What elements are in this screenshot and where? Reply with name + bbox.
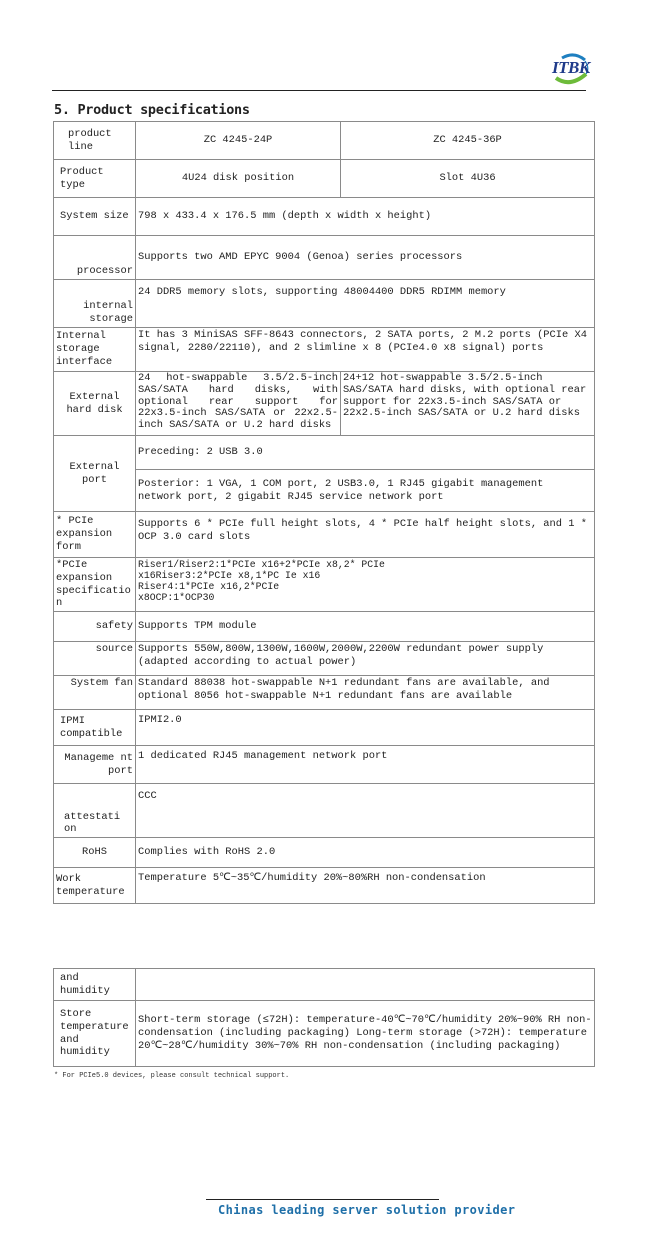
section-title: 5. Product specifications [54,102,250,118]
cell-value: Standard 88038 hot-swappable N+1 redundant fans are available, and optional 8056 hot-swappable N+1 redundant fans are available [136,676,595,710]
cell-value: It has 3 MiniSAS SFF-8643 connectors, 2 SATA ports, 2 M.2 ports (PCIe X4 signal, 2280/22110), and 2 slimline x 8 (PCIe4.0 x8 signal) ports [136,328,595,372]
cell-value: Preceding: 2 USB 3.0 [136,436,595,470]
table-row [54,868,595,904]
cell-value: 24 hot-swappable 3.5/2.5-inch SAS/SATA hard disks, with optional rear support for 22x3.5-inch SAS/SATA or 22x2.5-inch SAS/SATA or U.2 hard disks [136,372,341,436]
cell-value: 24+12 hot-swappable 3.5/2.5-inch SAS/SATA hard disks, with optional rear support for 22x3.5-inch SAS/SATA or 22x2.5-inch SAS/SATA or U.2 hard disks [341,372,595,436]
table-row [54,676,595,710]
row-label: safety [54,612,136,642]
pcie-spec-line: Riser1/Riser2:1*PCIe x16+2*PCIe x8,2* PCIe [138,559,385,570]
table-row [54,612,595,642]
cell-value: Complies with RoHS 2.0 [136,838,595,868]
pcie-spec-line: Riser4:1*PCIe x16,2*PCIe [138,581,280,592]
row-label: IPMI compatible [54,710,136,746]
table-row [54,236,595,280]
row-label: processor [54,236,136,280]
row-label: External hard disk [54,372,136,436]
footer-tagline: Chinas leading server solution provider [218,1203,516,1217]
row-label: Store temperature and humidity [54,1001,136,1067]
cell-value: 4U24 disk position [136,160,341,198]
cell-value: Posterior: 1 VGA, 1 COM port, 2 USB3.0, 1 RJ45 gigabit management network port, 2 gigabit RJ45 service network port [136,470,595,512]
row-label: source [54,642,136,676]
table-row [54,122,595,160]
table-row [54,470,595,512]
cell-value [136,969,595,1001]
row-label: *PCIe expansion specification [54,558,136,612]
cell-value: Supports two AMD EPYC 9004 (Genoa) series processors [136,236,595,280]
table-row [54,436,595,470]
table-row [54,969,595,1001]
table-row [54,1001,595,1067]
table-row [54,642,595,676]
row-label: Work temperature [54,868,136,904]
footer-divider [206,1199,439,1200]
cell-value [136,558,595,612]
cell-value: Supports 550W,800W,1300W,1600W,2000W,2200W redundant power supply (adapted according to actual power) [136,642,595,676]
footnote: * For PCIe5.0 devices, please consult technical support. [54,1072,290,1080]
row-label: Internal storage interface [54,328,136,372]
spec-table [53,121,595,904]
header-divider [52,90,586,91]
cell-value: 1 dedicated RJ45 management network port [136,746,595,784]
cell-value: Supports TPM module [136,612,595,642]
row-label: and humidity [54,969,136,1001]
table-row [54,160,595,198]
row-label: attestati on [54,784,136,838]
row-label: RoHS [54,838,136,868]
table-row [54,328,595,372]
cell-value: Short-term storage (≤72H): temperature-40℃~70℃/humidity 20%~90% RH non-condensation (including packaging) Long-term storage (>72H): temperature 20℃~28℃/humidity 30%~70% RH non-condensation (including packaging) [136,1001,595,1067]
cell-value: IPMI2.0 [136,710,595,746]
cell-value: ZC 4245-24P [136,122,341,160]
row-label: * PCIe expansion form [54,512,136,558]
row-label: External port [54,436,136,512]
row-label: System size [54,198,136,236]
cell-value: ZC 4245-36P [341,122,595,160]
cell-value: Slot 4U36 [341,160,595,198]
table-row [54,746,595,784]
cell-value: Supports 6 * PCIe full height slots, 4 * PCIe half height slots, and 1 * OCP 3.0 card slots [136,512,595,558]
table-row [54,558,595,612]
cell-value: 24 DDR5 memory slots, supporting 48004400 DDR5 RDIMM memory [136,280,595,328]
cell-value: 798 x 433.4 x 176.5 mm (depth x width x height) [136,198,595,236]
row-label: Manageme nt port [54,746,136,784]
table-row [54,710,595,746]
table-row [54,784,595,838]
table-row [54,372,595,436]
table-row [54,512,595,558]
pcie-spec-line: x8OCP:1*OCP30 [138,592,215,603]
itbk-logo [548,52,590,86]
row-label: product line [54,122,136,160]
cell-value: CCC [136,784,595,838]
table-row [54,198,595,236]
cell-value: Temperature 5℃~35℃/humidity 20%~80%RH non-condensation [136,868,595,904]
pcie-spec-line: x16Riser3:2*PCIe x8,1*PC Ie x16 [138,570,321,581]
table-row [54,280,595,328]
spec-table-continued [53,968,595,1067]
row-label: Product type [54,160,136,198]
logo-text: ITBK [552,58,590,77]
row-label: System fan [54,676,136,710]
row-label: internal storage [54,280,136,328]
table-row [54,838,595,868]
